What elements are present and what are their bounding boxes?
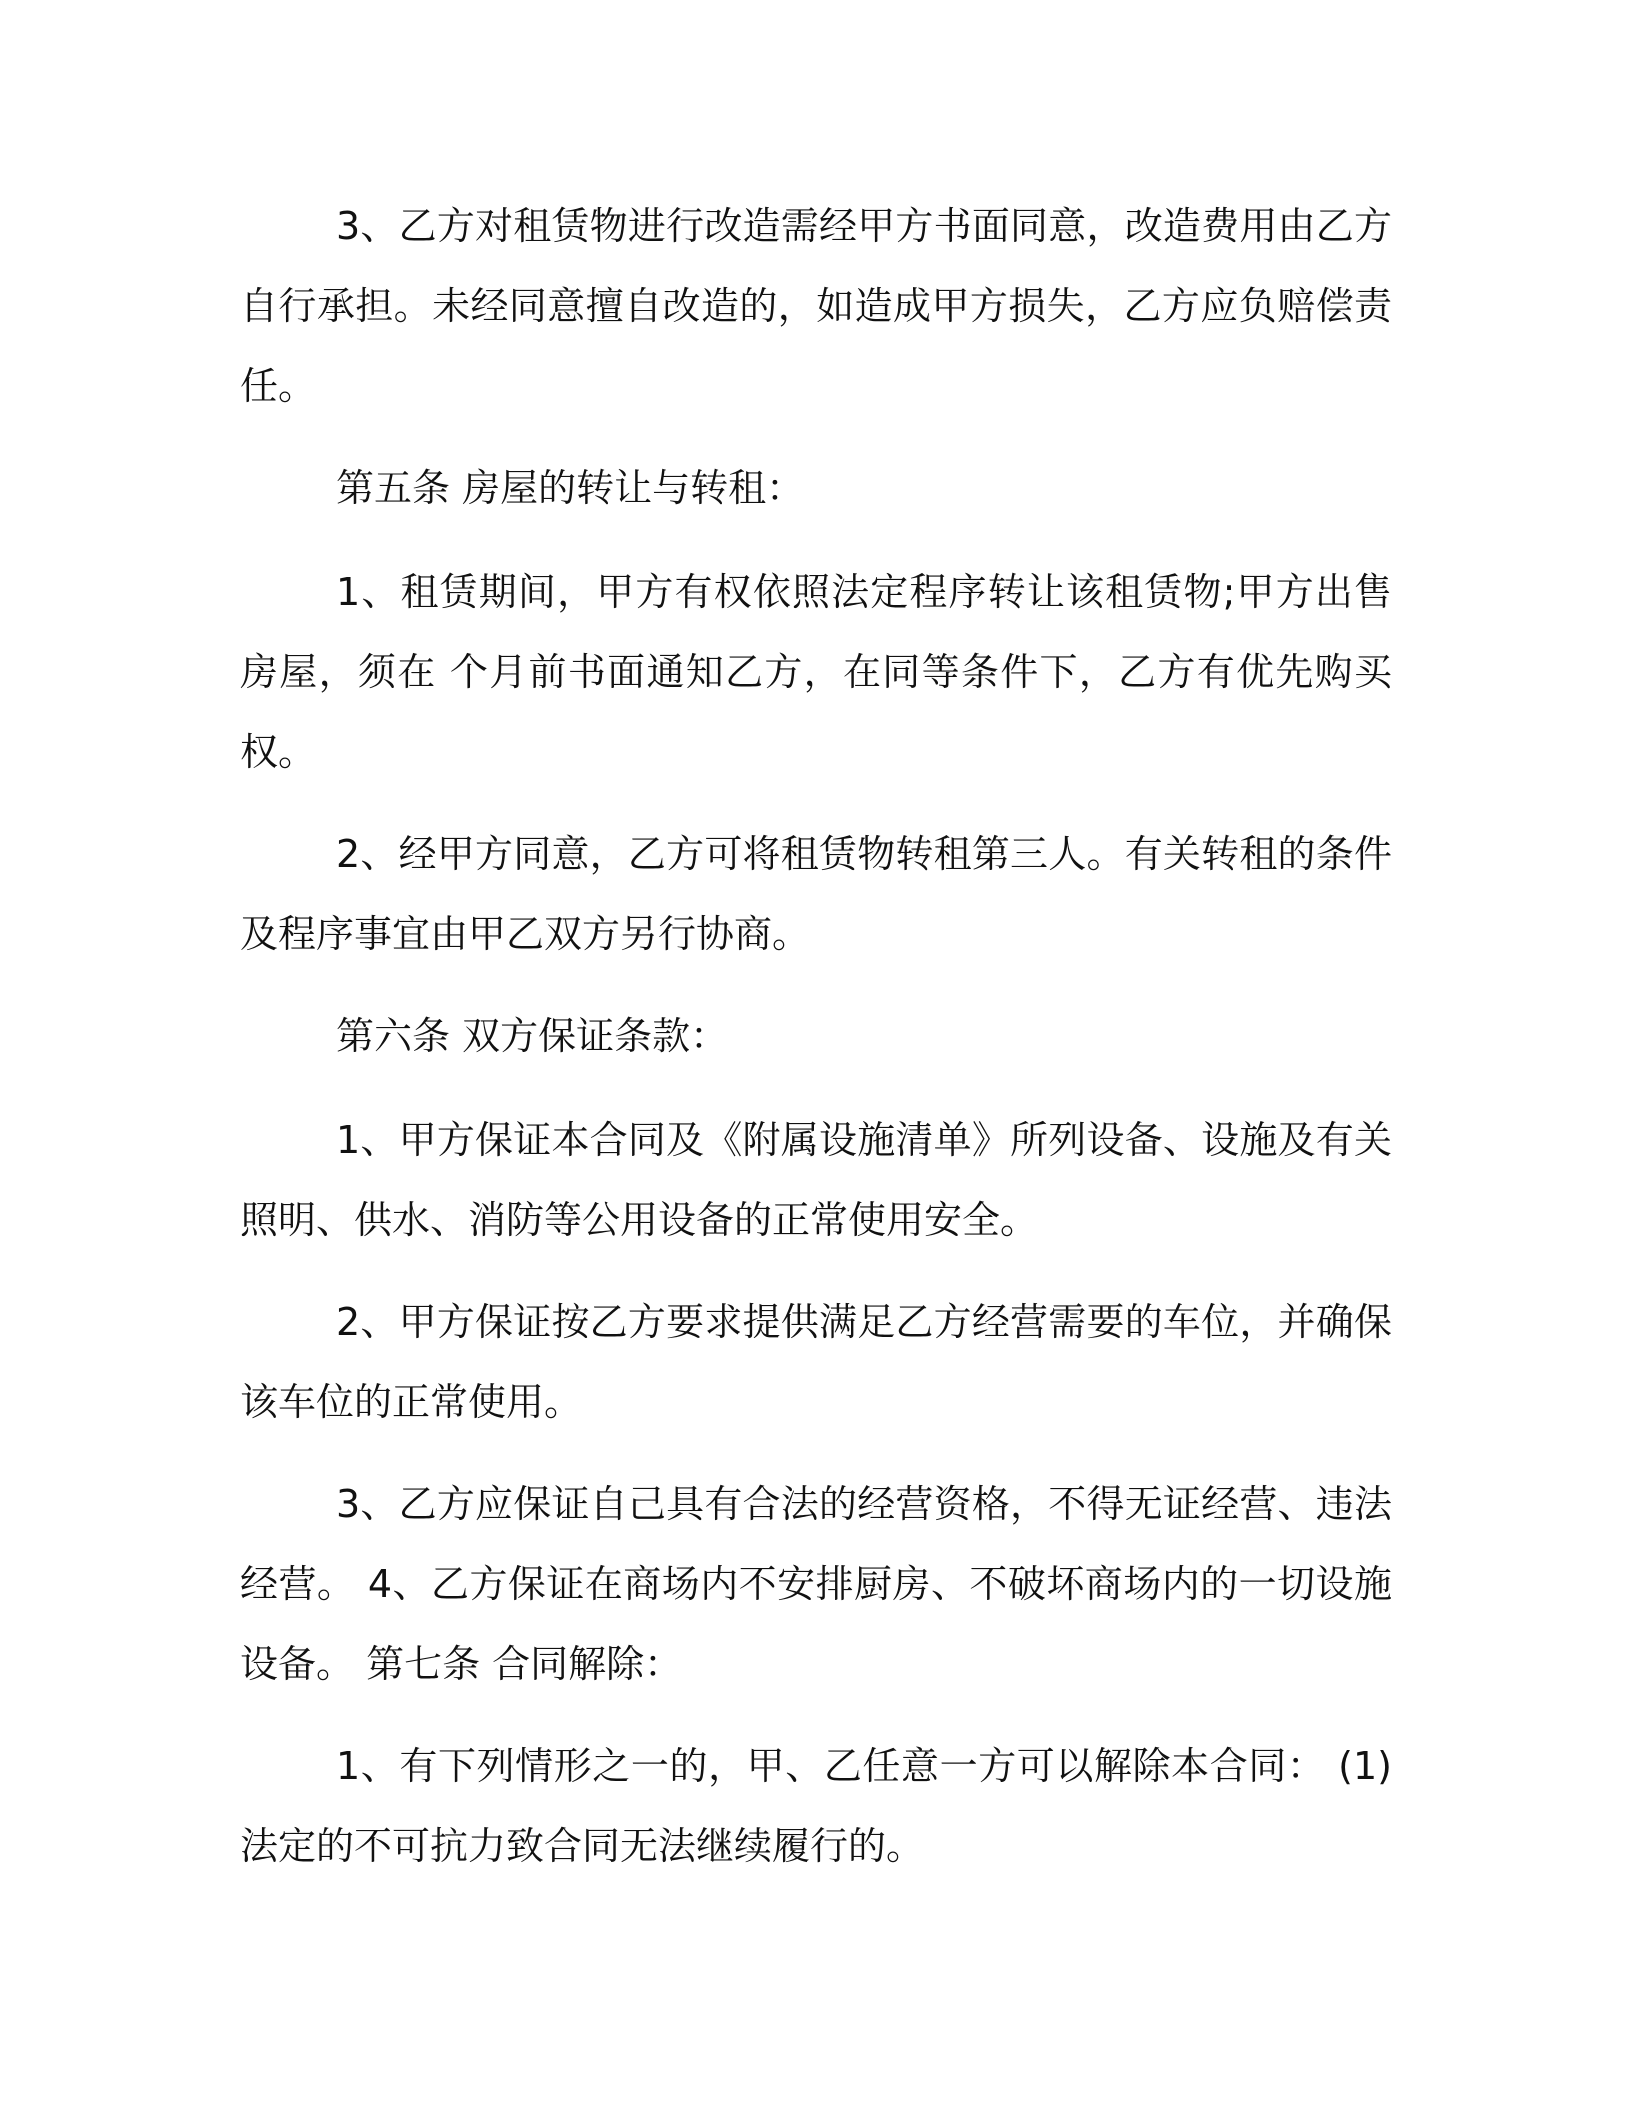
paragraph-clause-4-item-3: 3、乙方对租赁物进行改造需经甲方书面同意，改造费用由乙方自行承担。未经同意擅自改造的，如造成甲方损失，乙方应负赔偿责任。: [240, 204, 1392, 408]
document-body: [240, 186, 1392, 1908]
paragraph-clause-7-item-1: 1、有下列情形之一的，甲、乙任意一方可以解除本合同： (1)法定的不可抗力致合同无法继续履行的。: [240, 1744, 1392, 1868]
paragraph-clause-6-items-3-4-article-7: 3、乙方应保证自己具有合法的经营资格，不得无证经营、违法经营。 4、乙方保证在商场内不安排厨房、不破坏商场内的一切设施设备。 第七条 合同解除：: [240, 1482, 1392, 1686]
paragraph-clause-6-item-1: 1、甲方保证本合同及《附属设施清单》所列设备、设施及有关照明、供水、消防等公用设备的正常使用安全。: [240, 1118, 1392, 1242]
paragraph-clause-5-item-1: 1、租赁期间，甲方有权依照法定程序转让该租赁物;甲方出售房屋，须在 个月前书面通知乙方，在同等条件下，乙方有优先购买权。: [240, 570, 1392, 774]
paragraph-clause-5-item-2: 2、经甲方同意，乙方可将租赁物转租第三人。有关转租的条件及程序事宜由甲乙双方另行协商。: [240, 832, 1392, 956]
paragraph-clause-6-item-2: 2、甲方保证按乙方要求提供满足乙方经营需要的车位，并确保该车位的正常使用。: [240, 1300, 1392, 1424]
heading-article-6: 第六条 双方保证条款：: [336, 1014, 729, 1058]
heading-article-5: 第五条 房屋的转让与转租：: [336, 466, 805, 510]
